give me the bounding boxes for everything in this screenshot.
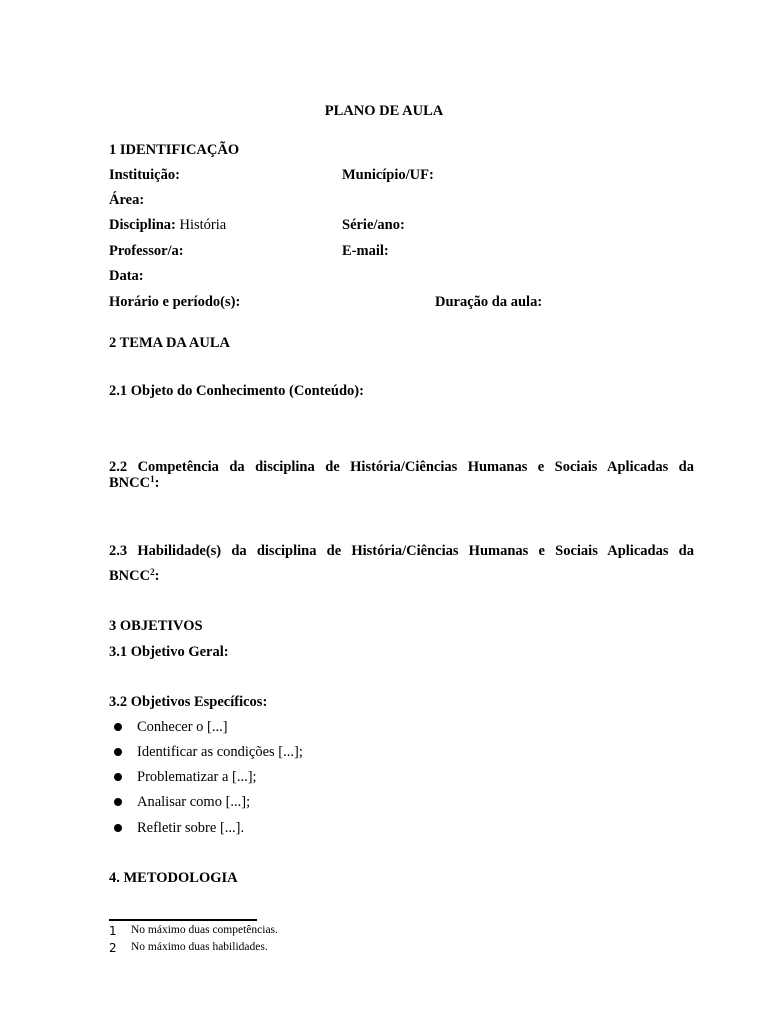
bncc-text: BNCC bbox=[109, 475, 151, 491]
field-data-label: Data: bbox=[109, 268, 144, 284]
bullet-icon bbox=[114, 798, 122, 806]
field-professor-label: Professor/a: bbox=[109, 243, 184, 259]
bullet-icon bbox=[114, 773, 122, 781]
field-municipio-label: Município/UF: bbox=[342, 167, 434, 183]
field-disciplina-label: Disciplina: bbox=[109, 217, 176, 233]
footnote-separator bbox=[109, 919, 257, 921]
item-objetivos-especificos: 3.2 Objetivos Específicos: bbox=[109, 694, 268, 710]
footnote-1 bbox=[109, 924, 117, 939]
item-habilidade-line2 bbox=[109, 569, 159, 584]
bncc-text: BNCC bbox=[109, 568, 151, 584]
field-instituicao-label: Instituição: bbox=[109, 167, 180, 183]
colon: : bbox=[154, 568, 160, 584]
list-item: Refletir sobre [...]. bbox=[137, 820, 245, 836]
footnote-text: No máximo duas competências. bbox=[131, 924, 278, 936]
bullet-icon bbox=[114, 748, 122, 756]
section-heading-identificacao: 1 IDENTIFICAÇÃO bbox=[109, 142, 240, 158]
field-horario-label: Horário e período(s): bbox=[109, 294, 241, 310]
list-item: Identificar as condições [...]; bbox=[137, 744, 303, 760]
field-area-label: Área: bbox=[109, 192, 145, 208]
bullet-icon bbox=[114, 824, 122, 832]
footnote-number: 1 bbox=[109, 924, 117, 938]
field-serie-label: Série/ano: bbox=[342, 217, 405, 233]
list-item: Conhecer o [...] bbox=[137, 719, 228, 735]
field-disciplina-value: História bbox=[175, 217, 227, 233]
colon: : bbox=[154, 475, 160, 491]
bullet-icon bbox=[114, 723, 122, 731]
document-title: PLANO DE AULA bbox=[324, 103, 444, 119]
item-habilidade-line1: 2.3 Habilidade(s) da disciplina de História/Ciências Humanas e Sociais Aplicadas da bbox=[109, 543, 694, 559]
field-duracao-label: Duração da aula: bbox=[435, 294, 543, 310]
field-disciplina bbox=[109, 218, 226, 233]
item-objeto-conhecimento: 2.1 Objeto do Conhecimento (Conteúdo): bbox=[109, 383, 364, 399]
list-item: Problematizar a [...]; bbox=[137, 769, 257, 785]
section-heading-metodologia: 4. METODOLOGIA bbox=[109, 870, 238, 886]
footnote-ref-1[interactable]: 1 bbox=[150, 474, 155, 484]
item-objetivo-geral: 3.1 Objetivo Geral: bbox=[109, 644, 229, 660]
section-heading-tema: 2 TEMA DA AULA bbox=[109, 335, 230, 351]
footnote-ref-2[interactable]: 2 bbox=[150, 567, 155, 577]
section-heading-objetivos: 3 OBJETIVOS bbox=[109, 618, 203, 634]
footnote-number: 2 bbox=[109, 941, 117, 955]
footnote-2 bbox=[109, 941, 117, 956]
footnote-text: No máximo duas habilidades. bbox=[131, 941, 268, 953]
field-email-label: E-mail: bbox=[342, 243, 389, 259]
item-competencia-line2 bbox=[109, 476, 159, 491]
list-item: Analisar como [...]; bbox=[137, 794, 251, 810]
item-competencia-line1: 2.2 Competência da disciplina de História/Ciências Humanas e Sociais Aplicadas da bbox=[109, 459, 694, 475]
